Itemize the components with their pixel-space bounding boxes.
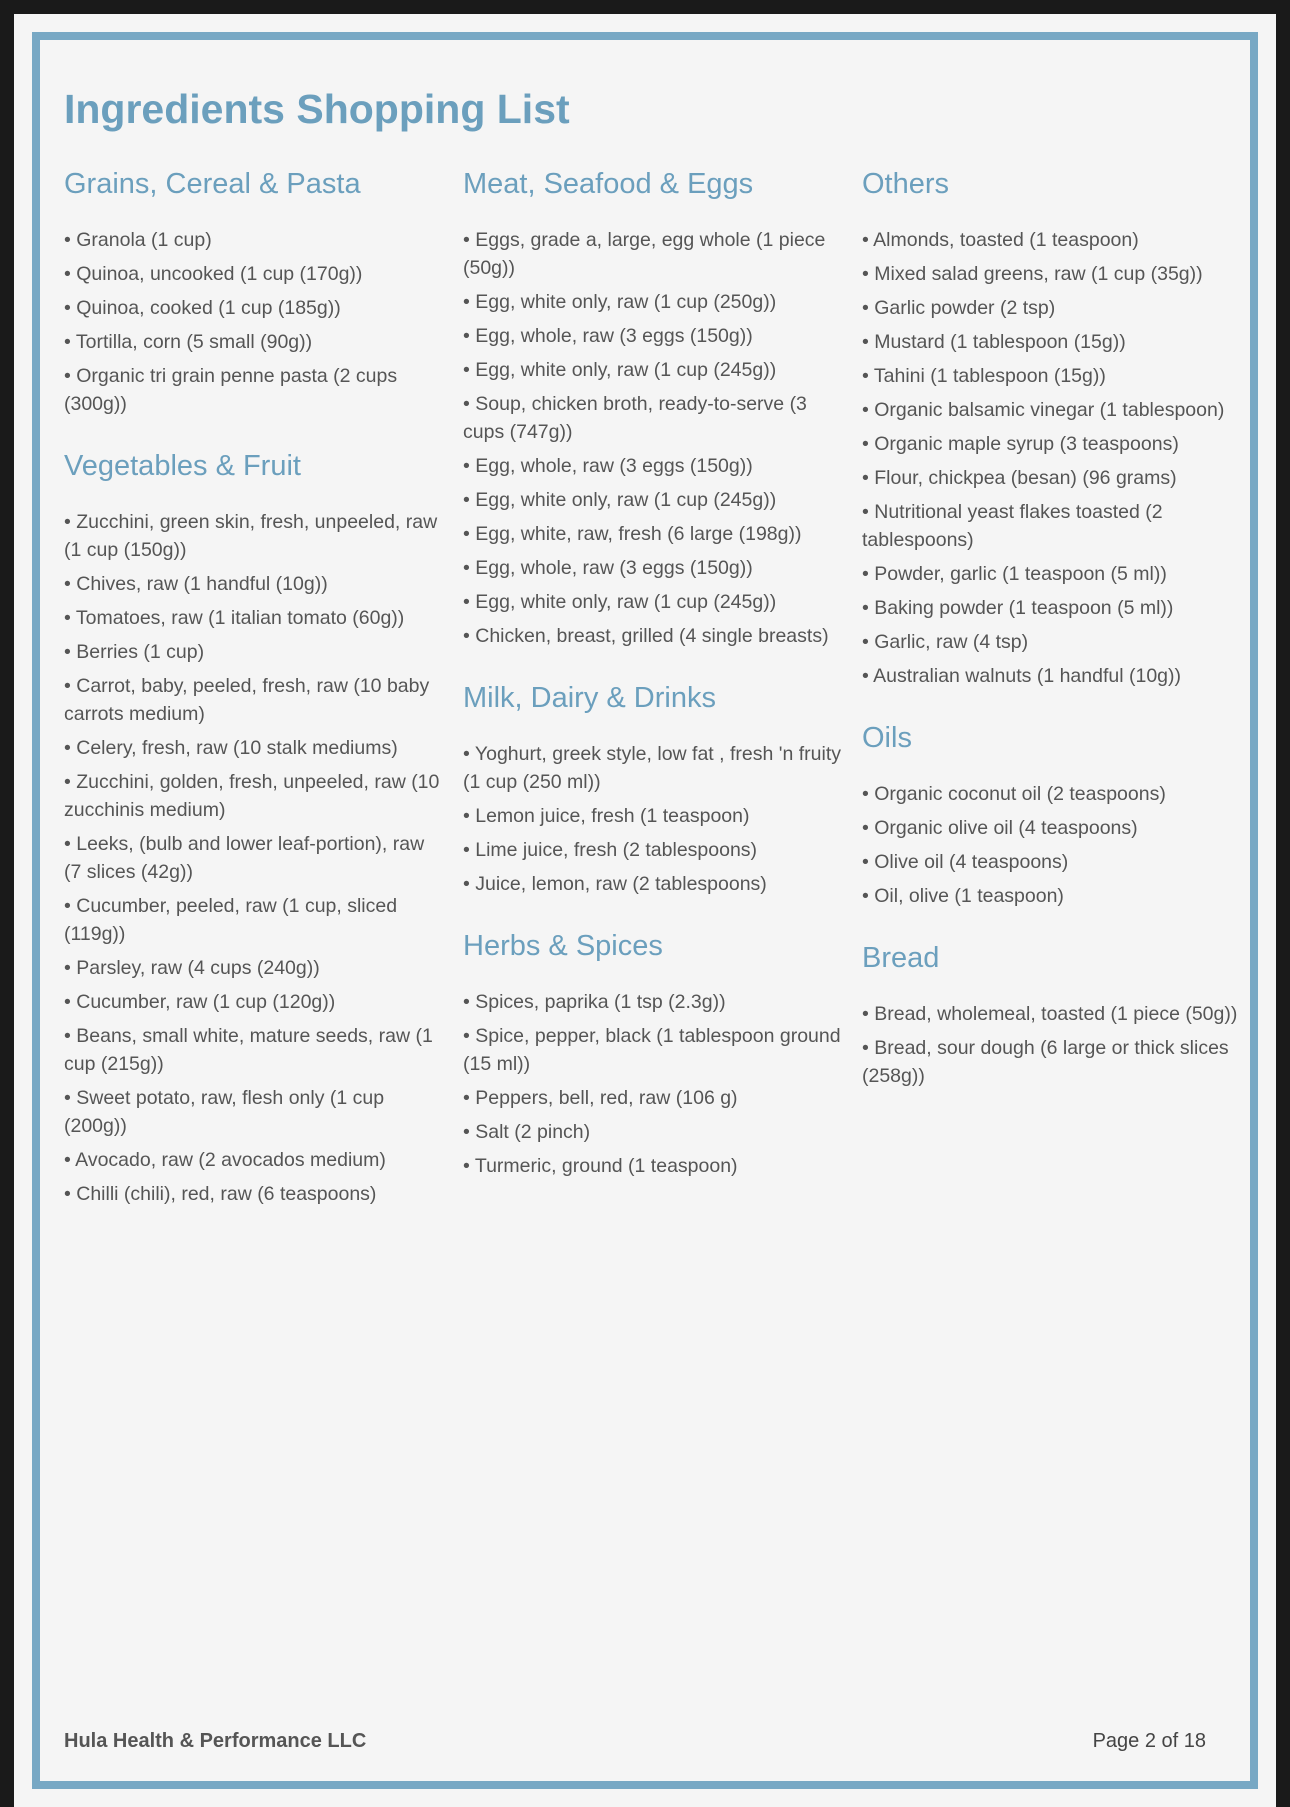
ingredient-item: • Flour, chickpea (besan) (96 grams) — [862, 467, 1177, 489]
ingredient-item: • Chives, raw (1 handful (10g)) — [64, 573, 328, 595]
ingredient-list — [862, 1000, 1242, 1090]
ingredient-list — [463, 740, 843, 898]
document-page — [14, 14, 1276, 1807]
footer-company: Hula Health & Performance LLC — [64, 1730, 367, 1752]
ingredient-item: • Spice, pepper, black (1 tablespoon ground (15 ml)) — [463, 1025, 841, 1075]
ingredient-list — [463, 226, 843, 650]
section-dairy — [463, 678, 843, 898]
ingredient-item: • Organic coconut oil (2 teaspoons) — [862, 783, 1166, 805]
ingredient-item: • Tortilla, corn (5 small (90g)) — [64, 331, 313, 353]
ingredient-list — [64, 226, 444, 418]
ingredient-item: • Egg, whole, raw (3 eggs (150g)) — [463, 557, 753, 579]
section-heading: Bread — [862, 942, 940, 974]
ingredient-item: • Leeks, (bulb and lower leaf-portion), raw (7 slices (42g)) — [64, 833, 425, 883]
ingredient-item: • Zucchini, green skin, fresh, unpeeled, raw (1 cup (150g)) — [64, 511, 438, 561]
ingredient-item: • Organic balsamic vinegar (1 tablespoon) — [862, 399, 1225, 421]
ingredient-item: • Mixed salad greens, raw (1 cup (35g)) — [862, 263, 1203, 285]
ingredient-item: • Celery, fresh, raw (10 stalk mediums) — [64, 737, 398, 759]
section-heading: Grains, Cereal & Pasta — [64, 168, 361, 200]
ingredient-item: • Berries (1 cup) — [64, 641, 205, 663]
ingredient-item: • Nutritional yeast flakes toasted (2 tablespoons) — [862, 501, 1163, 551]
ingredient-item: • Egg, white, raw, fresh (6 large (198g)) — [463, 523, 802, 545]
ingredient-item: • Garlic powder (2 tsp) — [862, 297, 1056, 319]
ingredient-list — [862, 780, 1242, 910]
section-herbs — [463, 926, 843, 1180]
page-number: Page 2 of 18 — [1092, 1730, 1206, 1752]
ingredient-item: • Australian walnuts (1 handful (10g)) — [862, 665, 1181, 687]
ingredient-item: • Spices, paprika (1 tsp (2.3g)) — [463, 991, 726, 1013]
section-heading: Vegetables & Fruit — [64, 450, 301, 482]
ingredient-item: • Quinoa, cooked (1 cup (185g)) — [64, 297, 341, 319]
section-grains — [64, 164, 444, 418]
ingredient-item: • Beans, small white, mature seeds, raw (1 cup (215g)) — [64, 1025, 433, 1075]
ingredient-item: • Yoghurt, greek style, low fat , fresh 'n fruity (1 cup (250 ml)) — [463, 743, 841, 793]
ingredient-item: • Eggs, grade a, large, egg whole (1 piece (50g)) — [463, 229, 826, 279]
section-bread — [862, 938, 1242, 1090]
section-heading: Oils — [862, 722, 912, 754]
ingredient-item: • Lime juice, fresh (2 tablespoons) — [463, 839, 758, 861]
ingredient-item: • Egg, whole, raw (3 eggs (150g)) — [463, 325, 753, 347]
ingredient-item: • Parsley, raw (4 cups (240g)) — [64, 957, 320, 979]
ingredient-item: • Organic maple syrup (3 teaspoons) — [862, 433, 1179, 455]
ingredient-item: • Egg, white only, raw (1 cup (245g)) — [463, 591, 777, 613]
ingredient-item: • Granola (1 cup) — [64, 229, 212, 251]
ingredient-item: • Chilli (chili), red, raw (6 teaspoons) — [64, 1183, 377, 1205]
ingredient-item: • Lemon juice, fresh (1 teaspoon) — [463, 805, 750, 827]
ingredient-item: • Oil, olive (1 teaspoon) — [862, 885, 1064, 907]
ingredient-item: • Quinoa, uncooked (1 cup (170g)) — [64, 263, 363, 285]
ingredient-item: • Juice, lemon, raw (2 tablespoons) — [463, 873, 767, 895]
column-2 — [463, 164, 843, 1208]
ingredient-item: • Soup, chicken broth, ready-to-serve (3 cups (747g)) — [463, 393, 807, 443]
ingredient-list — [64, 508, 444, 1208]
ingredient-item: • Mustard (1 tablespoon (15g)) — [862, 331, 1126, 353]
ingredient-item: • Egg, whole, raw (3 eggs (150g)) — [463, 455, 753, 477]
ingredient-item: • Cucumber, peeled, raw (1 cup, sliced (119g)) — [64, 895, 398, 945]
ingredient-list — [463, 988, 843, 1180]
section-heading: Milk, Dairy & Drinks — [463, 682, 716, 714]
ingredient-item: • Olive oil (4 teaspoons) — [862, 851, 1069, 873]
ingredient-item: • Tahini (1 tablespoon (15g)) — [862, 365, 1106, 387]
ingredient-item: • Organic olive oil (4 teaspoons) — [862, 817, 1138, 839]
ingredient-item: • Garlic, raw (4 tsp) — [862, 631, 1029, 653]
ingredient-item: • Carrot, baby, peeled, fresh, raw (10 baby carrots medium) — [64, 675, 430, 725]
page-title: Ingredients Shopping List — [64, 86, 570, 132]
section-others — [862, 164, 1242, 690]
ingredient-item: • Baking powder (1 teaspoon (5 ml)) — [862, 597, 1174, 619]
ingredient-item: • Almonds, toasted (1 teaspoon) — [862, 229, 1139, 251]
ingredient-item: • Powder, garlic (1 teaspoon (5 ml)) — [862, 563, 1167, 585]
section-meat — [463, 164, 843, 650]
ingredient-item: • Sweet potato, raw, flesh only (1 cup (200g)) — [64, 1087, 385, 1137]
ingredient-list — [862, 226, 1242, 690]
ingredient-item: • Bread, sour dough (6 large or thick slices (258g)) — [862, 1037, 1229, 1087]
ingredient-item: • Chicken, breast, grilled (4 single breasts) — [463, 625, 829, 647]
column-1 — [64, 164, 444, 1236]
section-heading: Others — [862, 168, 950, 200]
section-heading: Meat, Seafood & Eggs — [463, 168, 754, 200]
ingredient-item: • Zucchini, golden, fresh, unpeeled, raw (10 zucchinis medium) — [64, 771, 440, 821]
ingredient-item: • Peppers, bell, red, raw (106 g) — [463, 1087, 738, 1109]
section-vegetables — [64, 446, 444, 1208]
ingredient-item: • Avocado, raw (2 avocados medium) — [64, 1149, 386, 1171]
section-heading: Herbs & Spices — [463, 930, 663, 962]
section-oils — [862, 718, 1242, 910]
ingredient-item: • Turmeric, ground (1 teaspoon) — [463, 1155, 738, 1177]
ingredient-item: • Tomatoes, raw (1 italian tomato (60g)) — [64, 607, 405, 629]
ingredient-item: • Egg, white only, raw (1 cup (245g)) — [463, 489, 777, 511]
ingredient-item: • Cucumber, raw (1 cup (120g)) — [64, 991, 336, 1013]
ingredient-item: • Egg, white only, raw (1 cup (245g)) — [463, 359, 777, 381]
ingredient-item: • Egg, white only, raw (1 cup (250g)) — [463, 291, 777, 313]
column-3 — [862, 164, 1242, 1118]
ingredient-item: • Bread, wholemeal, toasted (1 piece (50g)) — [862, 1003, 1238, 1025]
ingredient-item: • Organic tri grain penne pasta (2 cups (300g)) — [64, 365, 398, 415]
ingredient-item: • Salt (2 pinch) — [463, 1121, 591, 1143]
